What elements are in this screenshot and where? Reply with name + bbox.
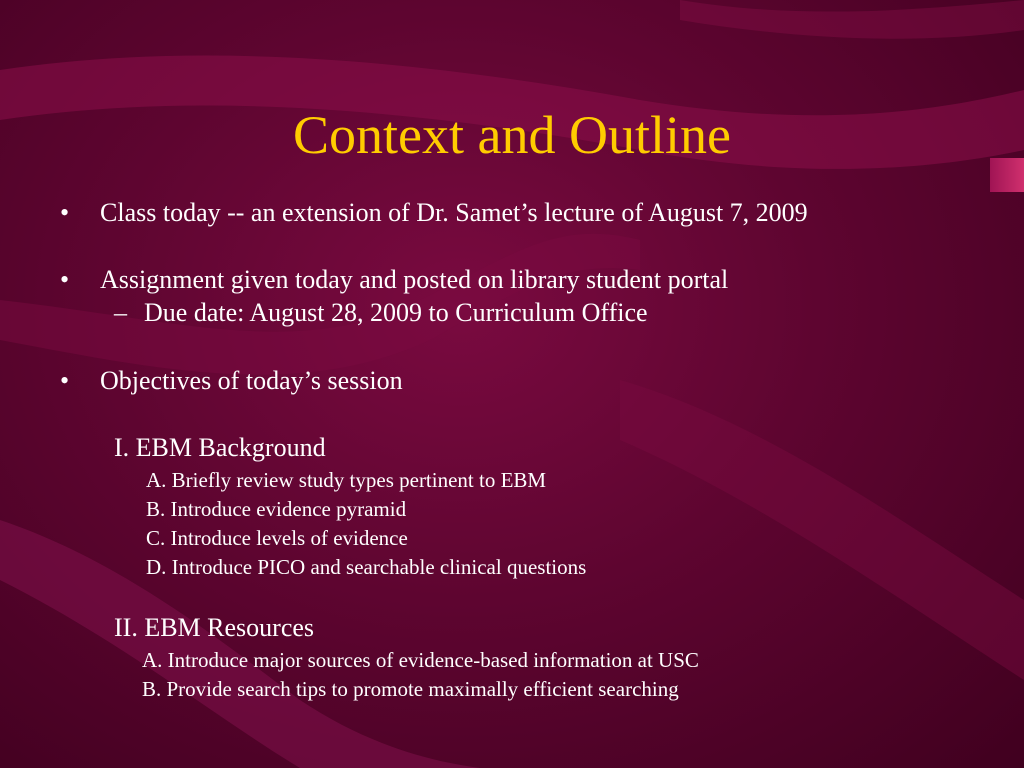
section-heading-ebm-background: I. EBM Background bbox=[114, 433, 326, 462]
section-item: C. Introduce levels of evidence bbox=[146, 526, 408, 550]
section-item: B. Introduce evidence pyramid bbox=[146, 497, 407, 521]
section-item: D. Introduce PICO and searchable clinical questions bbox=[146, 555, 587, 579]
dash-symbol: – bbox=[114, 298, 127, 327]
subbullet-due-date bbox=[114, 296, 648, 330]
section-item: B. Provide search tips to promote maximally efficient searching bbox=[142, 677, 679, 701]
bullet-symbol: • bbox=[60, 265, 70, 294]
section-heading-ebm-resources: II. EBM Resources bbox=[114, 613, 315, 642]
bullet-symbol: • bbox=[60, 198, 70, 227]
bullet-assignment bbox=[60, 263, 728, 297]
bullet-text: Assignment given today and posted on library student portal bbox=[100, 265, 729, 294]
bullet-text: Class today -- an extension of Dr. Samet’s lecture of August 7, 2009 bbox=[100, 198, 808, 227]
bullet-text: Objectives of today’s session bbox=[100, 366, 403, 395]
subbullet-text: Due date: August 28, 2009 to Curriculum Office bbox=[144, 298, 648, 327]
bullet-objectives bbox=[60, 364, 403, 398]
bullet-symbol: • bbox=[60, 366, 70, 395]
section-item: A. Briefly review study types pertinent to EBM bbox=[146, 468, 547, 492]
bullet-class-today bbox=[60, 196, 808, 230]
section-item: A. Introduce major sources of evidence-based information at USC bbox=[142, 648, 699, 672]
slide-title: Context and Outline bbox=[293, 105, 731, 165]
